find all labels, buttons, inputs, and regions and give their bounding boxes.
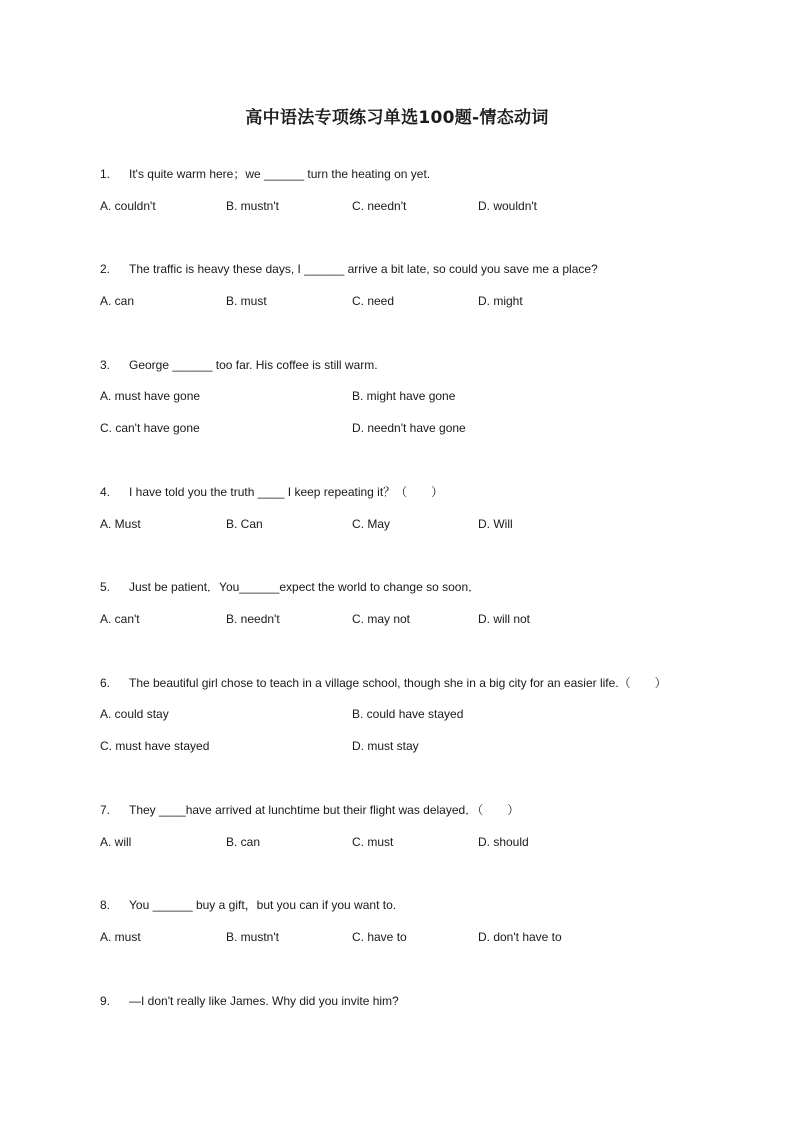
question-2 bbox=[100, 261, 724, 277]
option-b[interactable]: B. could have stayed bbox=[352, 707, 464, 721]
question-8 bbox=[100, 897, 724, 913]
option-d[interactable]: D. wouldn't bbox=[478, 199, 537, 213]
options-row bbox=[100, 388, 734, 404]
option-d[interactable]: D. needn't have gone bbox=[352, 421, 466, 435]
option-c[interactable]: C. must have stayed bbox=[100, 739, 210, 753]
page-title: 高中语法专项练习单选100题-情态动词 bbox=[245, 108, 549, 128]
option-d[interactable]: D. Will bbox=[478, 517, 513, 531]
option-c[interactable]: C. have to bbox=[352, 930, 407, 944]
option-c[interactable]: C. can't have gone bbox=[100, 421, 200, 435]
option-a[interactable]: A. must have gone bbox=[100, 389, 201, 403]
question-4 bbox=[100, 484, 724, 500]
options-row bbox=[100, 516, 734, 532]
options-row bbox=[100, 420, 734, 436]
options-row bbox=[100, 738, 734, 754]
question-1 bbox=[100, 166, 724, 182]
question-5 bbox=[100, 579, 724, 595]
options-row bbox=[100, 198, 734, 214]
question-number: 4. bbox=[100, 485, 111, 499]
option-b[interactable]: B. can bbox=[226, 835, 261, 849]
question-text: I have told you the truth ____ I keep repeating it？（ ） bbox=[129, 485, 444, 499]
question-3 bbox=[100, 357, 724, 373]
options-row bbox=[100, 293, 734, 309]
option-b[interactable]: B. Can bbox=[226, 517, 263, 531]
question-text: —I don't really like James. Why did you invite him? bbox=[129, 994, 399, 1008]
option-b[interactable]: B. might have gone bbox=[352, 389, 456, 403]
option-b[interactable]: B. must bbox=[226, 294, 267, 308]
options-row bbox=[100, 929, 734, 945]
option-d[interactable]: D. should bbox=[478, 835, 529, 849]
option-d[interactable]: D. must stay bbox=[352, 739, 419, 753]
question-6 bbox=[100, 675, 724, 691]
option-a[interactable]: A. couldn't bbox=[100, 199, 156, 213]
question-number: 9. bbox=[100, 994, 111, 1008]
question-number: 7. bbox=[100, 803, 111, 817]
question-text: George ______ too far. His coffee is still warm. bbox=[129, 358, 378, 372]
option-d[interactable]: D. will not bbox=[478, 612, 531, 626]
question-9 bbox=[100, 993, 724, 1009]
option-a[interactable]: A. must bbox=[100, 930, 141, 944]
option-a[interactable]: A. Must bbox=[100, 517, 141, 531]
question-text: They ____have arrived at lunchtime but their flight was delayed．（ ） bbox=[129, 803, 520, 817]
question-7 bbox=[100, 802, 724, 818]
option-c[interactable]: C. must bbox=[352, 835, 394, 849]
option-c[interactable]: C. needn't bbox=[352, 199, 407, 213]
question-text: Just be patient．You______expect the world to change so soon． bbox=[129, 580, 481, 594]
option-d[interactable]: D. might bbox=[478, 294, 523, 308]
option-a[interactable]: A. can bbox=[100, 294, 135, 308]
question-text: It's quite warm here；we ______ turn the heating on yet. bbox=[129, 167, 431, 181]
option-b[interactable]: B. needn't bbox=[226, 612, 280, 626]
question-number: 5. bbox=[100, 580, 111, 594]
option-c[interactable]: C. May bbox=[352, 517, 391, 531]
option-a[interactable]: A. will bbox=[100, 835, 132, 849]
question-text: You ______ buy a gift，but you can if you want to. bbox=[129, 898, 397, 912]
question-number: 2. bbox=[100, 262, 111, 276]
option-a[interactable]: A. could stay bbox=[100, 707, 169, 721]
question-number: 1. bbox=[100, 167, 111, 181]
option-a[interactable]: A. can't bbox=[100, 612, 140, 626]
question-number: 3. bbox=[100, 358, 111, 372]
options-row bbox=[100, 611, 734, 627]
options-row bbox=[100, 834, 734, 850]
option-b[interactable]: B. mustn't bbox=[226, 930, 279, 944]
question-text: The traffic is heavy these days, I ______ arrive a bit late, so could you save me a place? bbox=[129, 262, 598, 276]
option-c[interactable]: C. may not bbox=[352, 612, 411, 626]
question-number: 6. bbox=[100, 676, 111, 690]
question-text: The beautiful girl chose to teach in a village school, though she in a big city for an easier life.（ ） bbox=[129, 676, 667, 690]
question-number: 8. bbox=[100, 898, 111, 912]
option-d[interactable]: D. don't have to bbox=[478, 930, 562, 944]
options-row bbox=[100, 706, 734, 722]
option-c[interactable]: C. need bbox=[352, 294, 395, 308]
option-b[interactable]: B. mustn't bbox=[226, 199, 279, 213]
